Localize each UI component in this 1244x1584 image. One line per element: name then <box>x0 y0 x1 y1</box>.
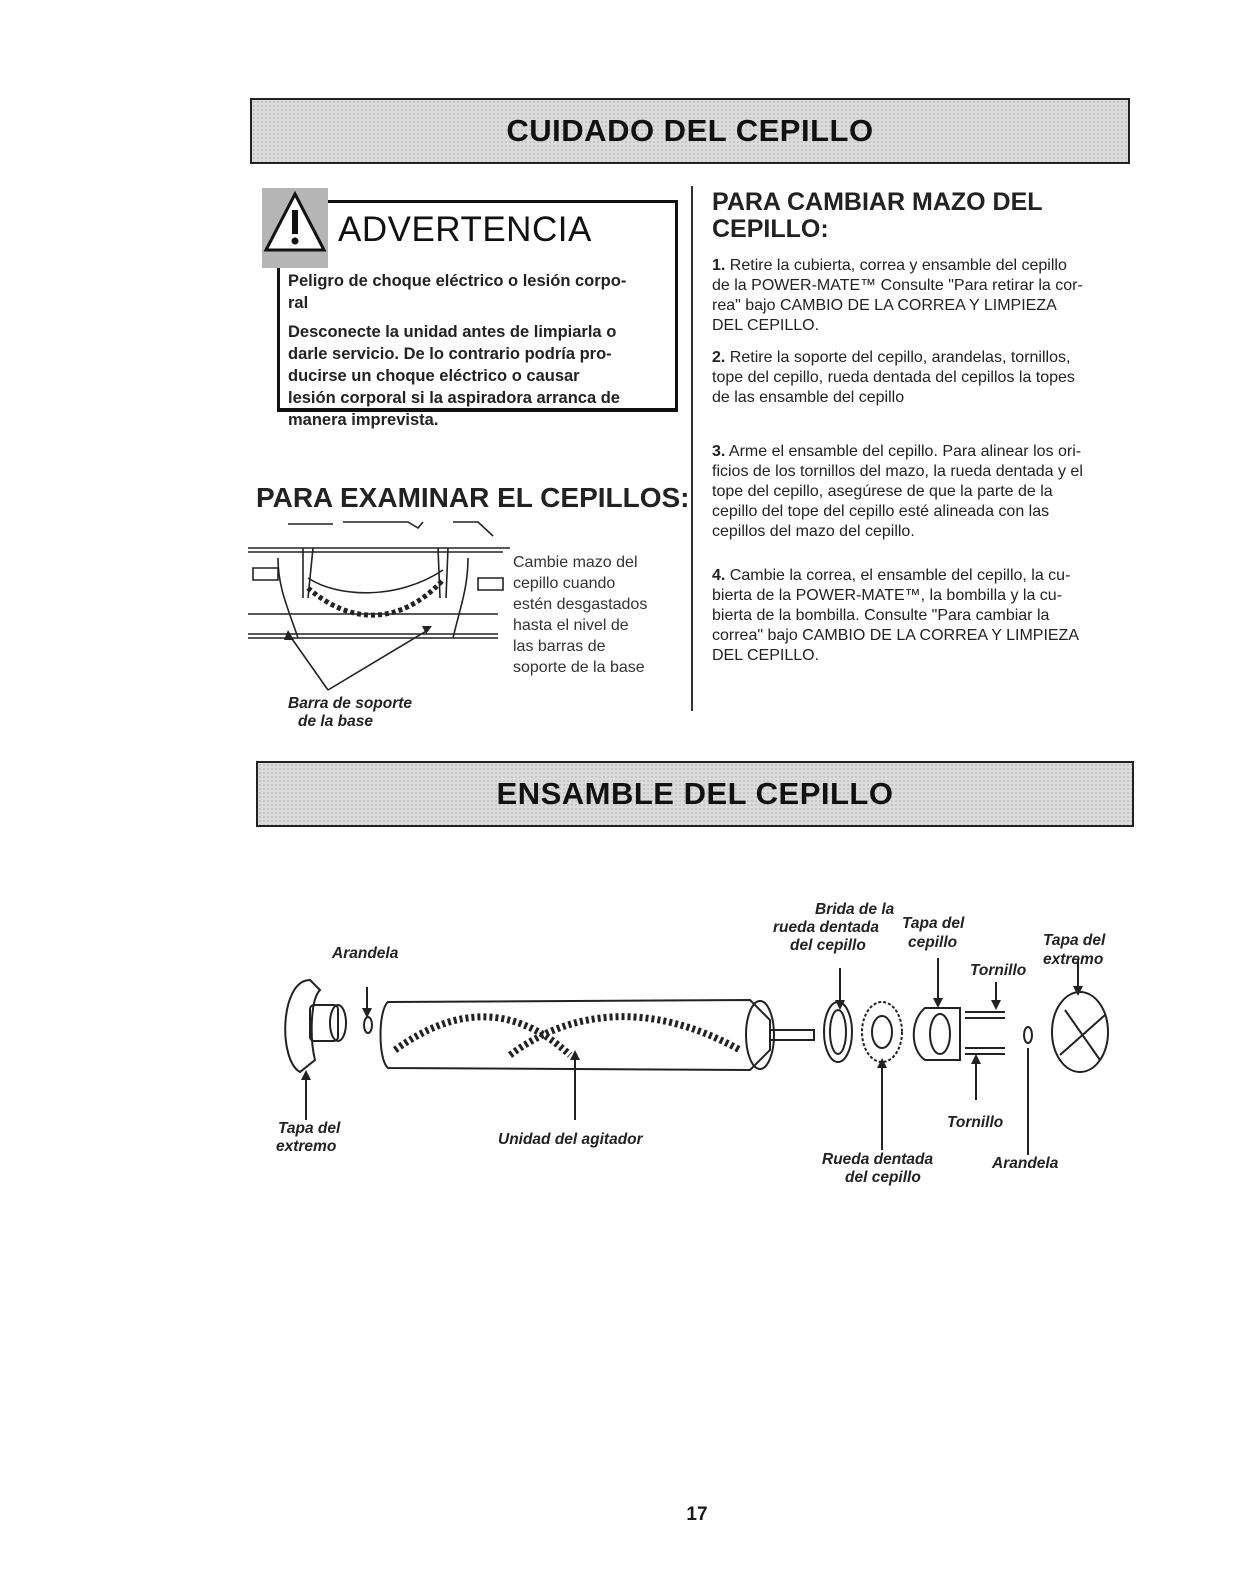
examinar-caption-3: estén desgastados <box>513 596 648 613</box>
warning-body-5: manera imprevista. <box>288 411 439 429</box>
warning-body-3: ducirse un choque eléctrico o causar <box>288 367 580 385</box>
step-3-num: 3. <box>712 443 726 460</box>
step-1-num: 1. <box>712 257 726 274</box>
step-4-line-2: bierta de la POWER-MATE™, la bombilla y la cu- <box>712 587 1063 604</box>
step-3-line-1: Arme el ensamble del cepillo. Para alinear los ori- <box>728 443 1082 460</box>
step-3-line-5: cepillos del mazo del cepillo. <box>712 523 915 540</box>
tornillo-label-top: Tornillo <box>970 962 1027 979</box>
section-banner-cuidado <box>250 98 1130 164</box>
step-4-line-1: Cambie la correa, el ensamble del cepillo, la cu- <box>729 567 1071 584</box>
barra-soporte-label-1: Barra de soporte <box>288 695 413 712</box>
section-banner-ensamble <box>256 761 1134 827</box>
barra-soporte-label-2: de la base <box>298 713 373 730</box>
banner-title: CUIDADO DEL CEPILLO <box>506 113 874 148</box>
arandela-label-bottom: Arandela <box>992 1155 1059 1172</box>
rueda-label-1: Rueda dentada <box>822 1151 934 1168</box>
warning-triangle-icon <box>262 188 332 270</box>
step-4-num: 4. <box>712 567 726 584</box>
examinar-heading: PARA EXAMINAR EL CEPILLOS: <box>256 482 690 513</box>
step-3-line-4: cepillo del tope del cepillo esté alineada con las <box>712 503 1050 520</box>
step-1-line-2: de la POWER-MATE™ Consulte "Para retirar la cor- <box>712 277 1083 294</box>
examinar-caption-1: Cambie mazo del <box>513 554 638 571</box>
arandela-label-top: Arandela <box>332 945 399 962</box>
step-3 <box>712 442 1083 542</box>
step-2-line-1: Retire la soporte del cepillo, arandelas, tornillos, <box>729 349 1071 366</box>
step-4 <box>712 566 1079 666</box>
unidad-agitador-label: Unidad del agitador <box>498 1131 643 1148</box>
step-4-line-5: DEL CEPILLO. <box>712 647 820 664</box>
brida-label-2: rueda dentada <box>773 919 879 936</box>
step-1-line-4: DEL CEPILLO. <box>712 317 820 334</box>
tapa-extremo-left-label-2: extremo <box>276 1138 337 1155</box>
tornillo-label-bottom: Tornillo <box>947 1114 1004 1131</box>
cambiar-heading-1: PARA CAMBIAR MAZO DEL <box>712 188 1043 216</box>
warning-title: ADVERTENCIA <box>338 210 592 249</box>
column-divider <box>691 186 693 711</box>
step-1-line-1: Retire la cubierta, correa y ensamble del cepillo <box>729 257 1067 274</box>
tapa-extremo-right-label-2: extremo <box>1043 951 1104 968</box>
step-4-line-3: bierta de la bombilla. Consulte "Para cambiar la <box>712 607 1050 624</box>
page-number: 17 <box>686 1504 708 1525</box>
step-4-line-4: correa" bajo CAMBIO DE LA CORREA Y LIMPIEZA <box>712 627 1079 644</box>
step-2-line-2: tope del cepillo, rueda dentada del cepillos la topes <box>712 369 1075 386</box>
step-1-line-3: rea" bajo CAMBIO DE LA CORREA Y LIMPIEZA <box>712 297 1057 314</box>
examinar-caption-2: cepillo cuando <box>513 575 616 592</box>
step-2-num: 2. <box>712 349 726 366</box>
brush-assembly-illustration <box>270 960 1130 1110</box>
brida-label-1: Brida de la <box>815 901 895 918</box>
warning-line-1: Peligro de choque eléctrico o lesión corpo- <box>288 272 627 290</box>
step-1 <box>712 256 1083 336</box>
step-2-line-3: de las ensamble del cepillo <box>712 389 905 406</box>
tapa-extremo-left-label-1: Tapa del <box>278 1120 341 1137</box>
tapa-cepillo-label-2: cepillo <box>908 934 958 951</box>
step-3-line-2: ficios de los tornillos del mazo, la rueda dentada y el <box>712 463 1083 480</box>
examinar-caption-4: hasta el nivel de <box>513 617 629 634</box>
brida-label-3: del cepillo <box>790 937 866 954</box>
warning-body-4: lesión corporal si la aspiradora arranca de <box>288 389 620 407</box>
cambiar-heading-2: CEPILLO: <box>712 215 829 243</box>
banner-title-2: ENSAMBLE DEL CEPILLO <box>496 776 894 811</box>
warning-line-2: ral <box>288 294 309 312</box>
rueda-label-2: del cepillo <box>845 1169 921 1186</box>
examinar-caption-5: las barras de <box>513 638 606 655</box>
step-3-line-3: tope del cepillo, asegúrese de que la parte de la <box>712 483 1053 500</box>
tapa-cepillo-label-1: Tapa del <box>902 915 965 932</box>
step-2 <box>712 348 1075 408</box>
brush-inspection-illustration <box>248 518 510 690</box>
warning-body-1: Desconecte la unidad antes de limpiarla o <box>288 323 617 341</box>
tapa-extremo-right-label-1: Tapa del <box>1043 932 1106 949</box>
examinar-caption-6: soporte de la base <box>513 659 645 676</box>
warning-body-2: darle servicio. De lo contrario podría pro- <box>288 345 612 363</box>
